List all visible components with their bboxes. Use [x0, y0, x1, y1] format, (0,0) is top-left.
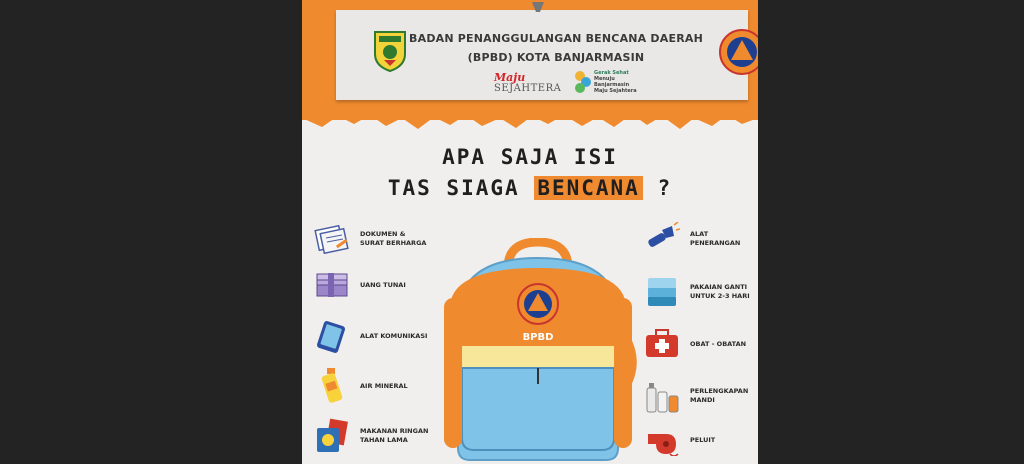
- bag-label: BPBD: [522, 332, 554, 343]
- item-whistle: [644, 424, 758, 456]
- item-clothes: [644, 274, 758, 310]
- flashlight-icon: [644, 222, 680, 256]
- campaign-mark-icon: [572, 68, 592, 94]
- torn-paper-edge: [302, 96, 758, 136]
- item-medicine: [644, 328, 758, 360]
- water-bottle-icon: [314, 366, 350, 406]
- banjarmasin-campaign-logo: [572, 68, 642, 98]
- backpack-illustration: [438, 238, 638, 464]
- campaign-tagline-line1: Gerak Sehat: [594, 70, 629, 76]
- item-label: PAKAIAN GANTI UNTUK 2-3 HARI: [690, 283, 750, 300]
- cash-icon: [314, 270, 350, 300]
- snacks-icon: [314, 416, 350, 456]
- item-flashlight: [644, 222, 758, 256]
- header-paper: [336, 10, 748, 100]
- item-cash: [314, 270, 430, 300]
- item-label: UANG TUNAI: [360, 280, 406, 289]
- item-label: PELUIT: [690, 435, 716, 444]
- campaign-tagline-line2: Menuju Banjarmasin: [594, 76, 630, 88]
- item-documents: [314, 224, 430, 254]
- pin-icon: [530, 0, 546, 14]
- slogan-word2: SEJAHTERA: [494, 83, 562, 94]
- item-label: AIR MINERAL: [360, 381, 408, 390]
- city-emblem-logo: [372, 28, 408, 72]
- clothes-icon: [644, 274, 680, 310]
- headline-line1: APA SAJA ISI: [442, 145, 618, 169]
- item-toiletries: [644, 378, 758, 414]
- header-title-line1: BADAN PENANGGULANGAN BENCANA DAERAH: [409, 32, 703, 45]
- item-communication: [314, 318, 430, 354]
- headline-prefix: TAS SIAGA: [387, 176, 520, 200]
- toiletries-icon: [644, 378, 680, 414]
- item-label: PERLENGKAPAN MANDI: [690, 387, 749, 404]
- headline-suffix: ?: [657, 176, 673, 200]
- whistle-icon: [644, 424, 680, 456]
- campaign-tagline-line3: Maju Sejahtera: [594, 88, 637, 94]
- header-title-line2: (BPBD) KOTA BANJARMASIN: [467, 51, 645, 64]
- item-label: DOKUMEN & SURAT BERHARGA: [360, 230, 427, 247]
- item-label: OBAT - OBATAN: [690, 339, 747, 348]
- slogan-word1: Maju: [494, 71, 526, 84]
- item-snacks: [314, 416, 430, 456]
- first-aid-icon: [644, 328, 680, 360]
- infographic-poster: [302, 0, 758, 464]
- item-label: MAKANAN RINGAN TAHAN LAMA: [360, 427, 429, 444]
- item-label: ALAT PENERANGAN: [690, 230, 741, 247]
- item-label: ALAT KOMUNIKASI: [360, 331, 428, 340]
- headline-highlight: BENCANA: [534, 176, 643, 200]
- bpbd-emblem-logo: [718, 28, 758, 76]
- item-water: [314, 366, 430, 406]
- phone-icon: [314, 318, 350, 354]
- maju-sejahtera-logo: [494, 72, 561, 94]
- headline-line2: [302, 176, 758, 200]
- documents-icon: [314, 224, 350, 254]
